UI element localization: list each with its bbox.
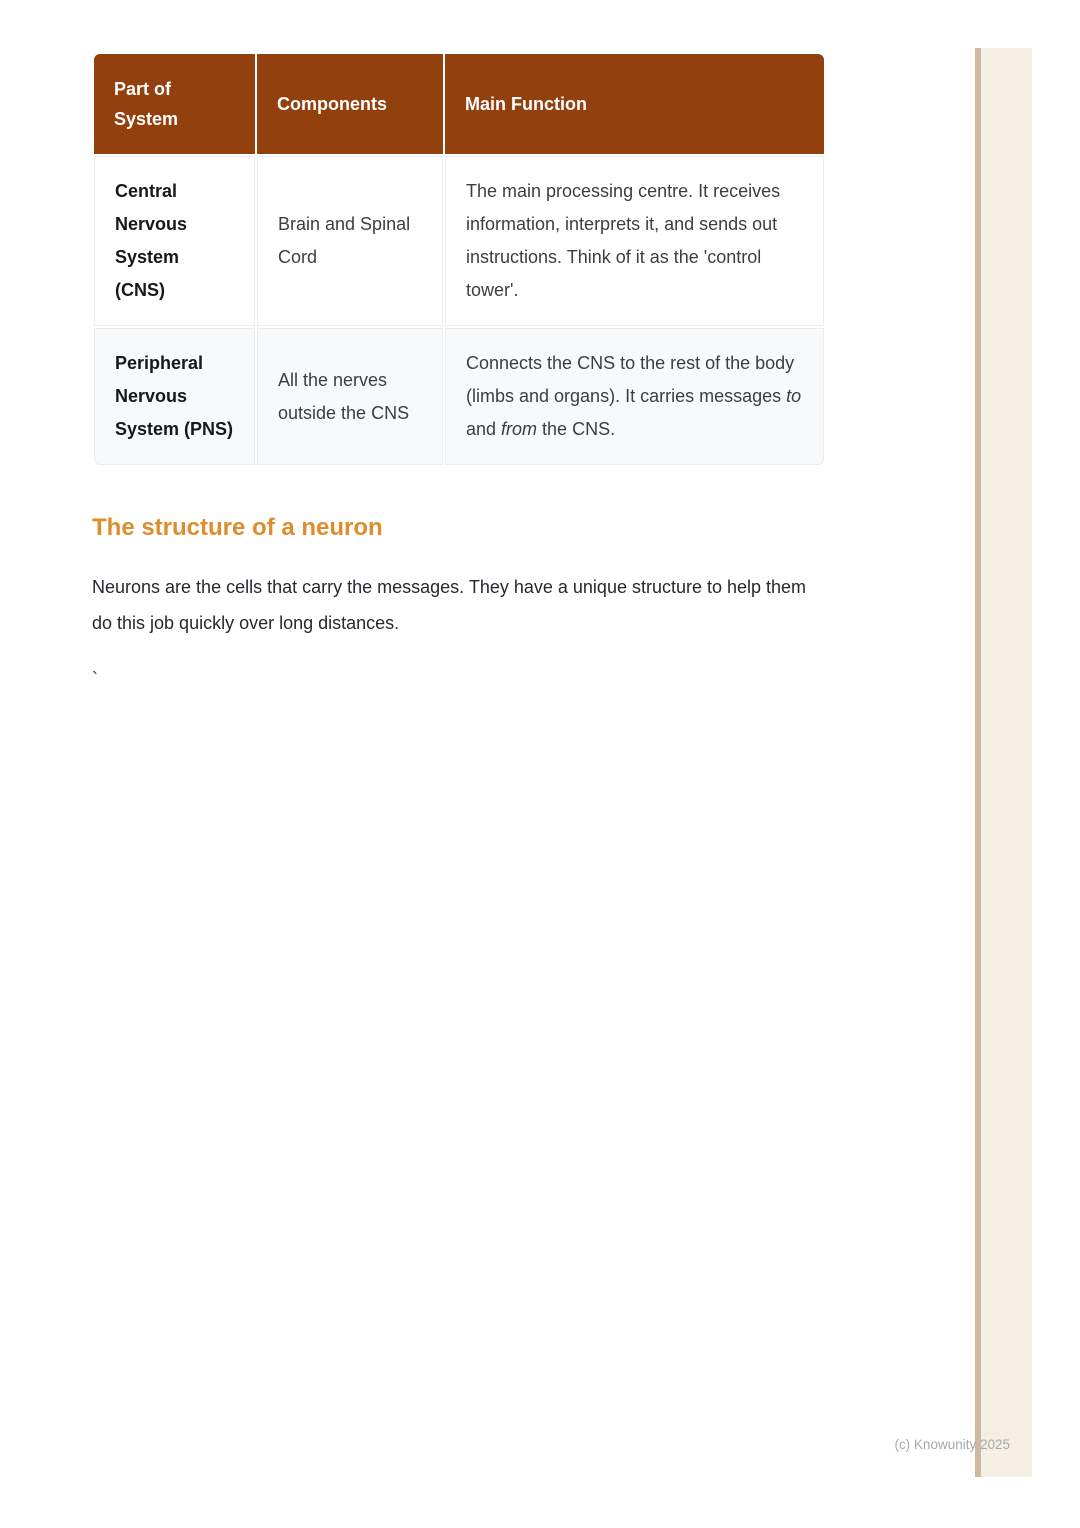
cell-cns-components: Brain and Spinal Cord (257, 156, 443, 326)
cell-pns-components: All the nerves outside the CNS (257, 328, 443, 465)
header-cell-part-of-system: Part of System (94, 54, 255, 154)
cell-pns-part: Peripheral Nervous System (PNS) (94, 328, 255, 465)
stray-backtick: ` (92, 669, 98, 689)
header-cell-main-function: Main Function (445, 54, 824, 154)
table-header-row (94, 54, 824, 154)
section-paragraph: Neurons are the cells that carry the messages. They have a unique structure to help them do this job quickly over long distances. (92, 577, 807, 633)
cell-pns-function: Connects the CNS to the rest of the body (limbs and organs). It carries messages to and from the CNS. (445, 328, 824, 465)
table-row-pns (94, 328, 824, 465)
main-content (92, 52, 826, 691)
cell-cns-function: The main processing centre. It receives information, interprets it, and sends out instructions. Think of it as the 'control tower'. (445, 156, 824, 326)
copyright-footer: (c) Knowunity 2025 (894, 1437, 1010, 1452)
table-row-cns (94, 156, 824, 326)
header-cell-components: Components (257, 54, 443, 154)
nervous-system-table (92, 52, 826, 467)
cell-cns-part: Central Nervous System (CNS) (94, 156, 255, 326)
page-edge-panel (981, 48, 1032, 1477)
section-heading: The structure of a neuron (92, 514, 383, 541)
